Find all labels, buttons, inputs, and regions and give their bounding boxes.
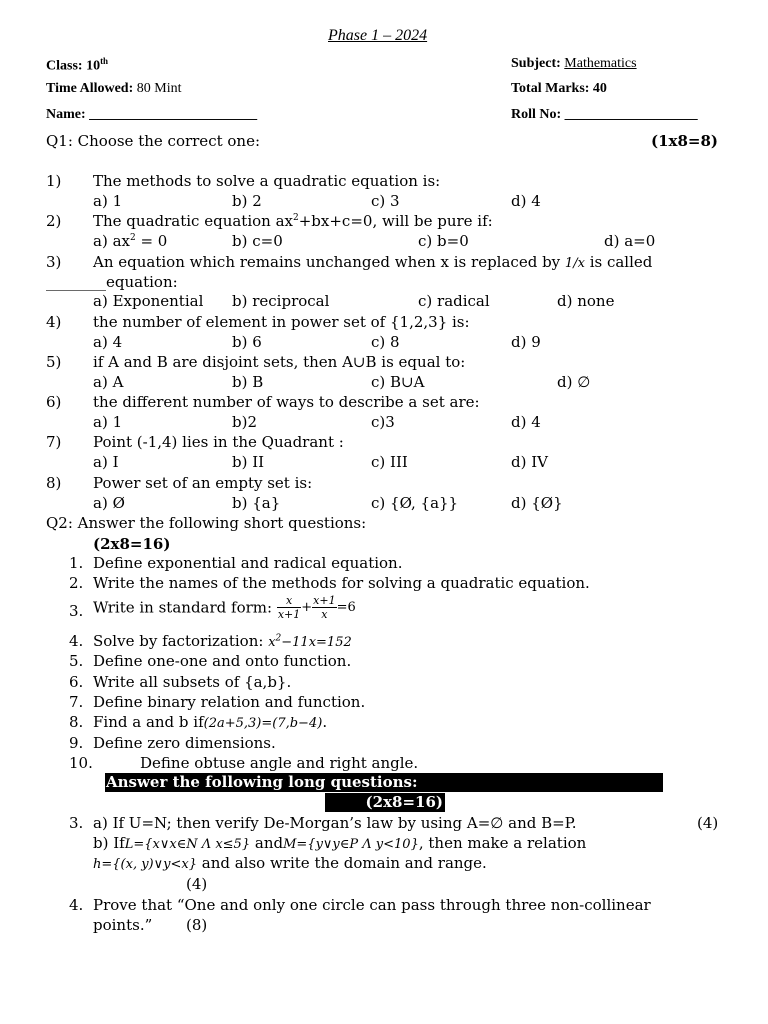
q1-2-option-a: a) $ax^2 = 0$ [93,232,168,250]
q1-question-5: if A and B are disjoint sets, then A∪B is equal to: [93,353,466,371]
q1-4-option-c: c) 8 [371,333,400,351]
q1-num-4: 4) [46,313,62,331]
q3-3b-text: b) IfL={x∨x∈N Λ x≤5} andM={y∨y∈P Λ y<10}, then make a relation [93,834,587,852]
time-value: 80 Mint [136,81,182,96]
q1-4-option-b: b) 6 [232,333,262,351]
q2-question-9: Define zero dimensions. [93,734,276,752]
q1-question-7: Point (-1,4) lies in the Quadrant : [93,433,344,451]
q1-3-option-c: c) radical [418,292,490,310]
q1-1-option-d: d) 4 [511,192,541,210]
q1-7-option-c: c) III [371,453,408,471]
q1-6-option-a: a) 1 [93,413,123,431]
class-label: Class: [46,58,83,74]
q2-question-2: Write the names of the methods for solving a quadratic equation. [93,574,590,592]
q1-5-option-b: b) B [232,373,264,391]
q1-2-option-c: c) b=0 [418,232,469,250]
q1-1-option-b: b) 2 [232,192,262,210]
q2-num-4: 4. [69,632,84,650]
q1-num-1: 1) [46,172,62,190]
q1-5-option-a: a) A [93,373,124,391]
q1-3-option-b: b) reciprocal [232,292,330,310]
q1-6-option-b: b)2 [232,413,257,431]
q2-num-9: 9. [69,734,84,752]
q2-num-8: 8. [69,713,84,731]
q1-marks: (1x8=8) [651,132,719,150]
q3-num-3: 3. [69,814,84,832]
q3-3a-text: a) If U=N; then verify De-Morgan’s law by using A=∅ and B=P. [93,814,577,832]
q1-8-option-b: b) {a} [232,494,281,512]
time-label: Time Allowed: [46,81,134,96]
fraction-1: $\frac{x}{x+1}$ [277,594,301,621]
q1-1-option-c: c) 3 [371,192,400,210]
long-questions-title: Answer the following long questions: [105,773,663,792]
q1-question-3: An equation which remains unchanged when x is replaced by 1/x is called [93,253,653,271]
q1-7-option-b: b) II [232,453,265,471]
paper-title: Phase 1 – 2024 [328,27,428,44]
q1-question-1: The methods to solve a quadratic equation is: [93,172,441,190]
q3-4-line2: points.” [93,916,153,934]
q2-num-10: 10. [69,754,93,772]
q1-question-8: Power set of an empty set is: [93,474,313,492]
q1-2-option-b: b) c=0 [232,232,283,250]
q2-question-8: Find a and b if(2a+5,3)=(7,b−4). [93,713,328,731]
q1-3-option-a: a) Exponential [93,292,204,310]
q1-1-option-a: a) 1 [93,192,123,210]
q2-question-3: Write in standard form: $\frac{x}{x+1}$ + $\frac{x+1}{x}$ =6 [93,594,356,621]
class-sup: th [100,56,109,66]
q2-num-6: 6. [69,673,84,691]
q1-4-option-d: d) 9 [511,333,541,351]
q2-title: Q2: Answer the following short questions: [46,514,367,532]
q2-num-1: 1. [69,554,84,572]
q2-question-6: Write all subsets of {a,b}. [93,673,292,691]
q1-num-3: 3) [46,253,62,271]
q3-3b-line2: h={(x, y)∨y<x} and also write the domain and range. [93,854,487,872]
name-field: Name: ________________________ [46,107,258,122]
q2-question-7: Define binary relation and function. [93,693,366,711]
q2-num-5: 5. [69,652,84,670]
q1-6-option-d: d) 4 [511,413,541,431]
q3-4-line1: Prove that “One and only one circle can pass through three non-collinear [93,896,651,914]
q1-6-option-c: c)3 [371,413,395,431]
q2-marks: (2x8=16) [93,535,171,553]
roll-field: Roll No: ___________________ [511,107,698,122]
q3-3b-marks: (4) [186,875,208,893]
q1-title: Q1: Choose the correct one: [46,132,261,150]
subject-value: Mathematics [564,56,637,71]
q1-8-option-d: d) {Ø} [511,494,563,512]
q1-3-option-d: d) none [557,292,615,310]
time-field [46,81,181,97]
q3-3a-marks: (4) [697,814,719,832]
q1-2-option-d: d) a=0 [604,232,656,250]
q1-question-3-line2: ________equation: [46,273,178,291]
fraction-2: $\frac{x+1}{x}$ [313,594,336,621]
q1-num-5: 5) [46,353,62,371]
q1-num-7: 7) [46,433,62,451]
q1-num-2: 2) [46,212,62,230]
q1-8-option-a: a) Ø [93,494,125,512]
q1-5-option-d: d) ∅ [557,373,591,391]
q2-num-3: 3. [69,602,84,620]
q3-num-4: 4. [69,896,84,914]
q2-question-1: Define exponential and radical equation. [93,554,403,572]
q2-question-5: Define one-one and onto function. [93,652,352,670]
q1-num-8: 8) [46,474,62,492]
q2-num-2: 2. [69,574,84,592]
q1-question-6: the different number of ways to describe a set are: [93,393,480,411]
q1-7-option-d: d) IV [511,453,548,471]
subject-field [511,56,637,72]
q3-4-marks: (8) [186,916,208,934]
class-value: 10 [86,58,101,74]
q1-num-6: 6) [46,393,62,411]
reciprocal-math: 1/x [564,256,585,271]
q1-5-option-c: c) B∪A [371,373,425,391]
q1-question-2: The quadratic equation $ax^2+bx+c=0$, will be pure if: [93,212,493,230]
class-field [46,56,108,75]
q1-7-option-a: a) I [93,453,119,471]
q2-question-4: Solve by factorization: $x^2-11x=152$ [93,632,352,650]
q2-num-7: 7. [69,693,84,711]
total-marks: Total Marks: 40 [511,81,607,96]
q1-8-option-c: c) {Ø, {a}} [371,494,459,512]
subject-label: Subject: [511,56,561,71]
long-questions-marks: (2x8=16) [325,793,445,812]
q1-question-4: the number of element in power set of {1,2,3} is: [93,313,470,331]
q2-question-10: Define obtuse angle and right angle. [140,754,419,772]
q1-4-option-a: a) 4 [93,333,123,351]
